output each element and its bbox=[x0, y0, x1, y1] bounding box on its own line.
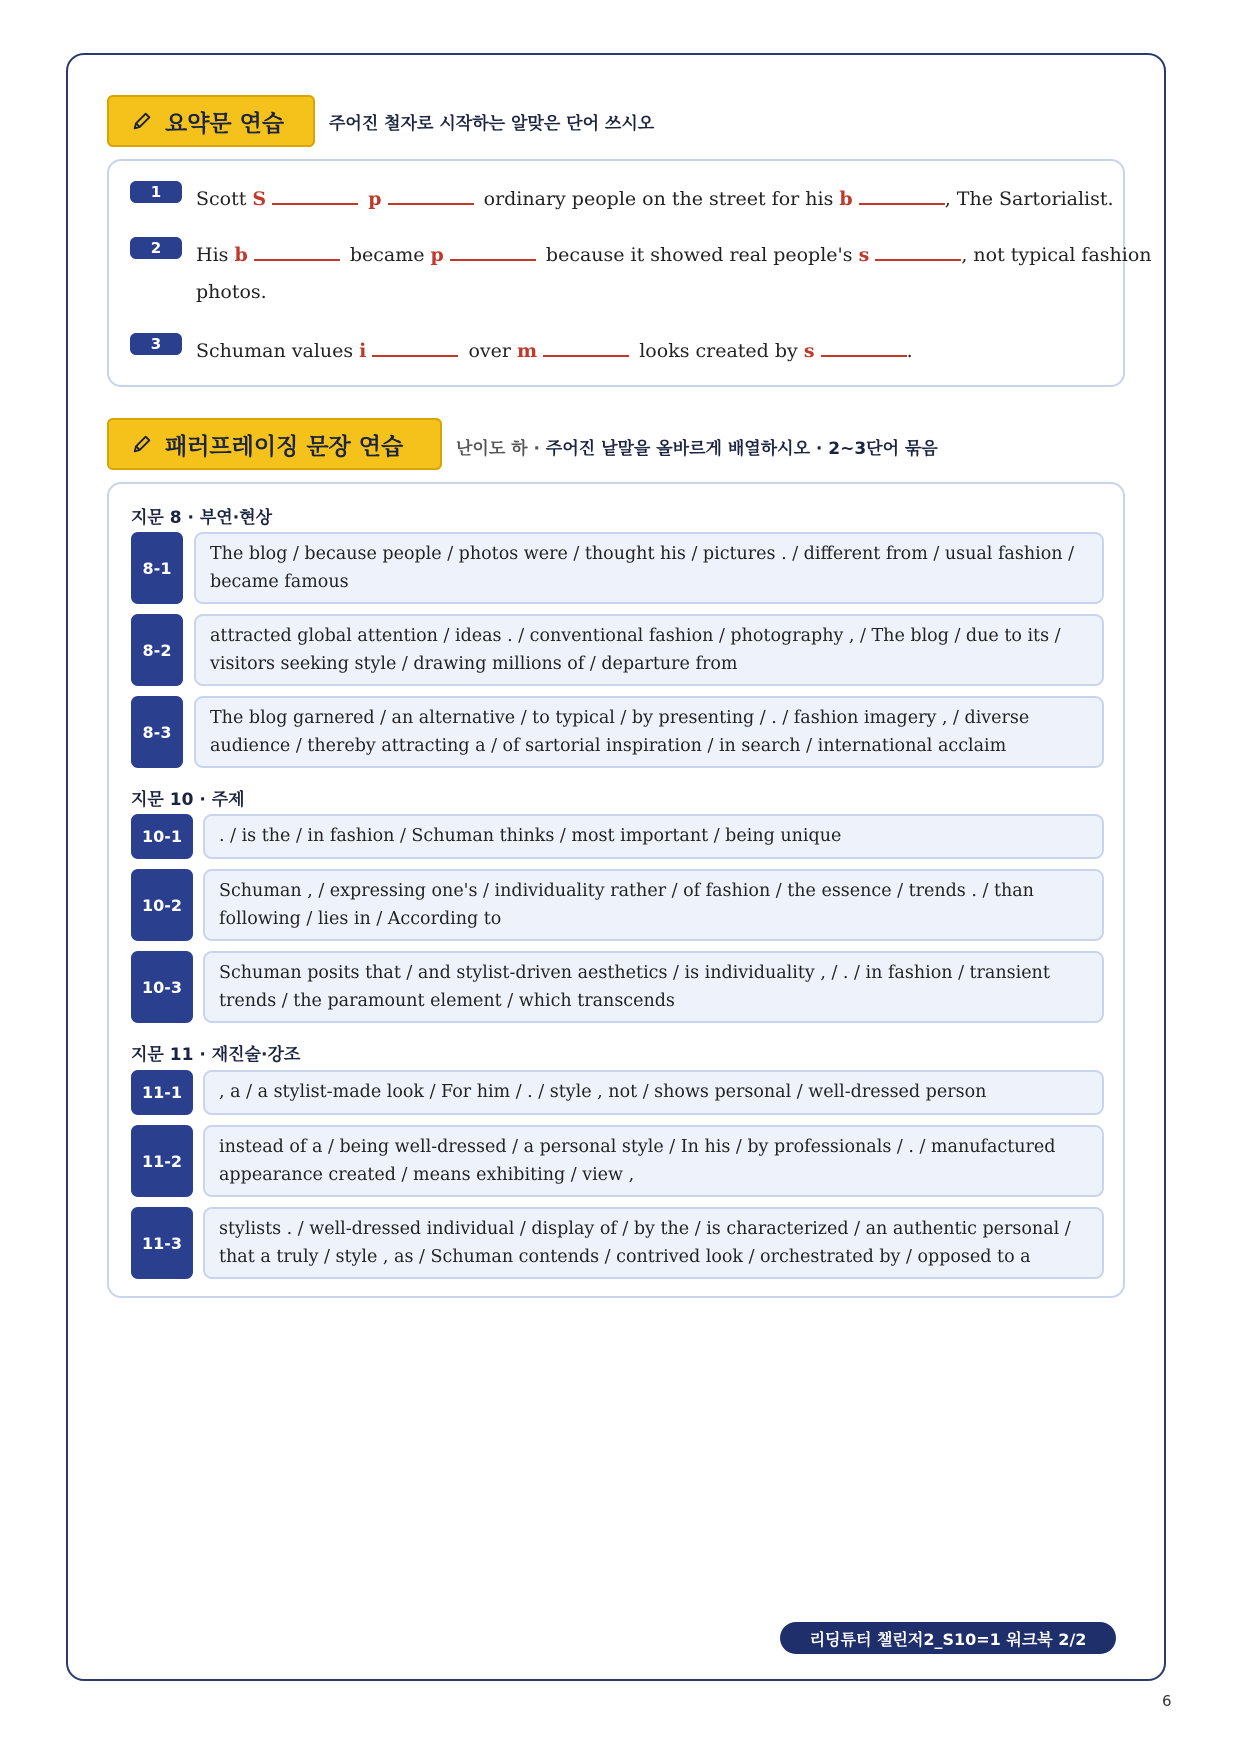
difficulty-label: 난이도 하 · bbox=[456, 439, 546, 459]
question-number: 8-2 bbox=[131, 614, 183, 686]
question-number: 8-3 bbox=[131, 696, 183, 768]
summary-sentence-2-cont: photos. bbox=[196, 281, 267, 303]
answer-blank[interactable] bbox=[450, 239, 536, 261]
word-bank-box: , a / a stylist-made look / For him / . / style , not / shows personal / well-dressed person bbox=[203, 1070, 1104, 1115]
question-number: 11-1 bbox=[131, 1070, 193, 1115]
answer-blank[interactable] bbox=[272, 183, 358, 205]
question-number: 11-3 bbox=[131, 1207, 193, 1279]
answer-blank[interactable] bbox=[821, 335, 907, 357]
word-bank-box: attracted global attention / ideas . / conventional fashion / photography , / The blog / due to its / visitors seeking style / drawing millions of / departure from bbox=[194, 614, 1104, 686]
word-bank-box: The blog garnered / an alternative / to typical / by presenting / . / fashion imagery , / diverse audience / thereby attracting a / of sartorial inspiration / in search / international acclaim bbox=[194, 696, 1104, 768]
workbook-footer-label: 리딩튜터 챌린저2_S10=1 워크북 2/2 bbox=[780, 1622, 1116, 1654]
answer-blank[interactable] bbox=[875, 239, 961, 261]
answer-blank[interactable] bbox=[254, 239, 340, 261]
word-bank-box: . / is the / in fashion / Schuman thinks / most important / being unique bbox=[203, 814, 1104, 859]
passage-heading: 지문 11 · 재진술·강조 bbox=[131, 1045, 301, 1065]
question-number: 8-1 bbox=[131, 532, 183, 604]
word-bank-box: The blog / because people / photos were / thought his / pictures . / different from / usual fashion / became famous bbox=[194, 532, 1104, 604]
word-bank-box: Schuman posits that / and stylist-driven aesthetics / is individuality , / . / in fashion / transient trends / the paramount element / which transcends bbox=[203, 951, 1104, 1023]
paraphrase-instruction: 주어진 낱말을 올바르게 배열하시오 · 2~3단어 묶음 bbox=[545, 439, 938, 459]
word-bank-box: Schuman , / expressing one's / individuality rather / of fashion / the essence / trends . / than following / lies in / According to bbox=[203, 869, 1104, 941]
summary-item-number: 2 bbox=[130, 237, 182, 259]
question-number: 10-1 bbox=[131, 814, 193, 859]
paraphrase-instruction-line bbox=[456, 434, 938, 459]
word-bank-box: instead of a / being well-dressed / a personal style / In his / by professionals / . / manufactured appearance created / means exhibiting / view , bbox=[203, 1125, 1104, 1197]
summary-sentence-1: Scott S p ordinary people on the street for his b , The Sartorialist. bbox=[196, 183, 1114, 210]
word-bank-box: stylists . / well-dressed individual / display of / by the / is characterized / an authentic personal / that a truly / style , as / Schuman contends / contrived look / orchestrated by / opposed to a bbox=[203, 1207, 1104, 1279]
summary-instruction: 주어진 철자로 시작하는 알맞은 단어 쓰시오 bbox=[329, 114, 655, 134]
answer-blank[interactable] bbox=[859, 183, 945, 205]
paraphrase-title-tag bbox=[107, 418, 442, 470]
summary-item-number: 1 bbox=[130, 181, 182, 203]
summary-title: 요약문 연습 bbox=[165, 110, 285, 137]
pencil-icon bbox=[131, 110, 153, 132]
question-number: 11-2 bbox=[131, 1125, 193, 1197]
answer-blank[interactable] bbox=[543, 335, 629, 357]
pencil-icon bbox=[131, 433, 153, 455]
summary-sentence-2: His b became p because it showed real people's s , not typical fashion bbox=[196, 239, 1152, 266]
summary-sentence-3: Schuman values i over m looks created by s . bbox=[196, 335, 913, 362]
passage-heading: 지문 10 · 주제 bbox=[131, 790, 245, 810]
paraphrase-title: 패러프레이징 문장 연습 bbox=[165, 433, 404, 460]
question-number: 10-3 bbox=[131, 951, 193, 1023]
page-number: 6 bbox=[1162, 1692, 1172, 1710]
answer-blank[interactable] bbox=[372, 335, 458, 357]
summary-item-number: 3 bbox=[130, 333, 182, 355]
answer-blank[interactable] bbox=[388, 183, 474, 205]
summary-title-tag bbox=[107, 95, 315, 147]
passage-heading: 지문 8 · 부연·현상 bbox=[131, 508, 273, 528]
question-number: 10-2 bbox=[131, 869, 193, 941]
